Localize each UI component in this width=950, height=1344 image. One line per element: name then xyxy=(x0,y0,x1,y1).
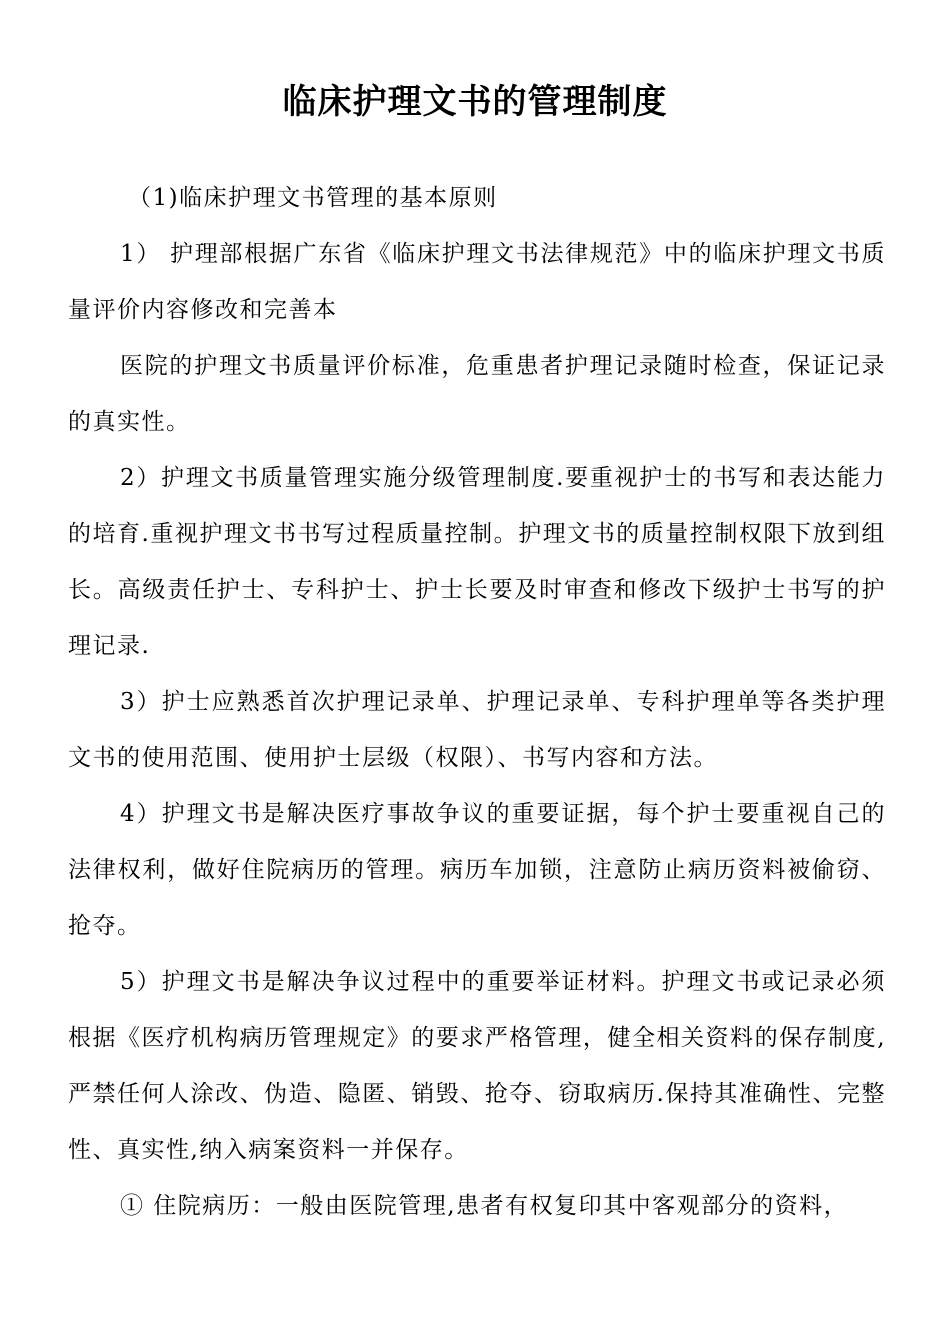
paragraph-2: 医院的护理文书质量评价标准，危重患者护理记录随时检查，保证记录的真实性。 xyxy=(68,353,886,435)
section-heading: （1)临床护理文书管理的基本原则 xyxy=(128,185,498,211)
paragraph-3: 2）护理文书质量管理实施分级管理制度.要重视护士的书写和表达能力的培育.重视护理文书书写过程质量控制。护理文书的质量控制权限下放到组长。高级责任护士、专科护士、护士长要及时审查和修改下级护士书写的护理记录. xyxy=(68,465,886,659)
document-title: 临床护理文书的管理制度 xyxy=(282,82,668,122)
paragraph-5: 4）护理文书是解决医疗事故争议的重要证据，每个护士要重视自己的法律权利，做好住院病历的管理。病历车加锁，注意防止病历资料被偷窃、抢夺。 xyxy=(68,801,886,939)
paragraph-7: ① 住院病历：一般由医院管理,患者有权复印其中客观部分的资料， xyxy=(120,1193,849,1219)
paragraph-1: 1） 护理部根据广东省《临床护理文书法律规范》中的临床护理文书质量评价内容修改和完善本 xyxy=(68,241,886,323)
paragraph-4: 3）护士应熟悉首次护理记录单、护理记录单、专科护理单等各类护理文书的使用范围、使用护士层级（权限）、书写内容和方法。 xyxy=(68,689,886,771)
paragraph-6: 5）护理文书是解决争议过程中的重要举证材料。护理文书或记录必须根据《医疗机构病历管理规定》的要求严格管理，健全相关资料的保存制度,严禁任何人涂改、伪造、隐匿、销毁、抢夺、窃取病历.保持其准确性、完整性、真实性,纳入病案资料一并保存。 xyxy=(68,969,886,1163)
document-body xyxy=(68,170,886,1234)
